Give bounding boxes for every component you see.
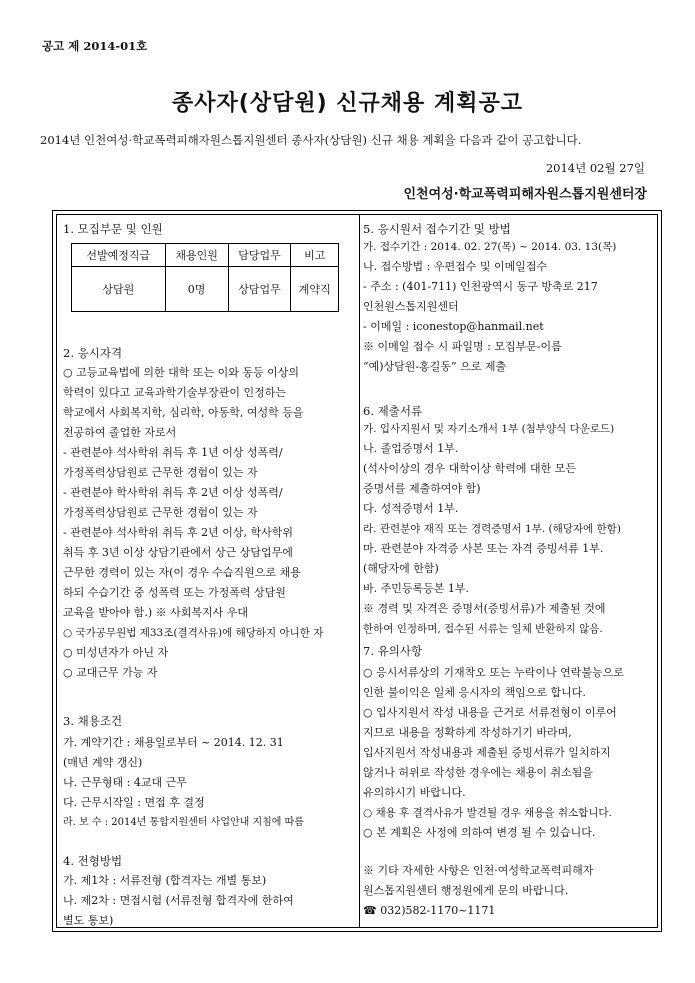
content-frame <box>52 210 662 932</box>
text-line: 별도 통보) <box>63 914 114 927</box>
notice-date: 2014년 02월 27일 <box>545 161 645 175</box>
section-title: 3. 채용조건 <box>63 714 123 728</box>
text-line: - 관련분야 석사학위 취득 후 1년 이상 성폭력/ <box>63 446 283 459</box>
section-contact <box>363 861 593 921</box>
table-header: 담당업무 <box>228 244 291 267</box>
text-line: 가. 입사지원서 및 자기소개서 1부 (첨부양식 다운로드) <box>363 423 615 435</box>
section-conditions <box>63 713 304 833</box>
text-line: 라. 보 수 : 2014년 통합지원센터 사업안내 지침에 따름 <box>63 817 304 828</box>
section-title: 4. 전형방법 <box>63 854 123 868</box>
text-line: 증명서를 제출하여야 함) <box>363 482 481 495</box>
text-line: 가. 계약기간 : 채용일로부터 ~ 2014. 12. 31 <box>63 736 284 749</box>
section-title: 6. 제출서류 <box>363 404 423 418</box>
column-divider <box>359 215 360 927</box>
text-line: 라. 관련분야 재직 또는 경력증명서 1부. (해당자에 한함) <box>363 523 621 535</box>
text-line: 다. 성적증명서 1부. <box>363 502 459 515</box>
recruitment-table <box>71 243 339 312</box>
text-line: 하되 수습기간 중 성폭력 또는 가정폭력 상담원 <box>63 586 286 599</box>
section-notes <box>363 643 624 843</box>
intro-text: 2014년 인천여성·학교폭력피해자원스톱지원센터 종사자(상담원) 신규 채용 계획을 다음과 같이 공고합니다. <box>40 133 582 147</box>
text-line: 지므로 내용을 정확하게 작성하기기 바라며, <box>363 726 572 739</box>
section-qualifications <box>63 345 323 683</box>
text-line: 나. 제2차 : 면접시험 (서류전형 합격자에 한하여 <box>63 894 294 907</box>
text-line: 한하여 인정하며, 접수된 서류는 일체 반환하지 않음. <box>363 623 603 635</box>
page-title: 종사자(상담원) 신규채용 계획공고 <box>172 91 523 116</box>
text-line: 가정폭력상담원로 근무한 경험이 있는 자 <box>63 466 258 479</box>
text-line: 않거나 허위로 작성한 경우에는 채용이 취소됨을 <box>363 766 594 779</box>
text-line: 전공하여 졸업한 자로서 <box>63 426 177 439</box>
table-cell: 0명 <box>165 267 228 312</box>
section-title: 2. 응시자격 <box>63 346 123 360</box>
text-line: 유의하시기 바랍니다. <box>363 786 466 799</box>
text-line: “예)상담원-홍길동” 으로 제출 <box>363 360 507 373</box>
text-line: - 이메일 : iconestop@hanmail.net <box>363 320 544 333</box>
text-line: 학력이 있다고 교육과학기술부장관이 인정하는 <box>63 386 287 399</box>
text-line: 취득 후 3년 이상 상담기관에서 상근 상담업무에 <box>63 546 293 559</box>
section-title: 1. 모집부문 및 인원 <box>63 222 163 236</box>
text-line: 가. 접수기간 : 2014. 02. 27(목) ~ 2014. 03. 13(목) <box>363 241 617 253</box>
text-line: ○ 고등교육법에 의한 대학 또는 이와 동등 이상의 <box>63 366 299 379</box>
table-header: 선발예정직급 <box>72 244 166 267</box>
section-title: 7. 유의사항 <box>363 644 423 658</box>
organization-signature: 인천여성·학교폭력피해자원스톱지원센터장 <box>403 187 647 202</box>
notice-number: 공고 제 2014-01호 <box>42 39 148 53</box>
text-line: - 관련분야 석사학위 취득 후 2년 이상, 학사학위 <box>63 526 293 539</box>
text-line: ○ 입사지원서 작성 내용을 근거로 서류전형이 이루어 <box>363 706 617 719</box>
text-line: - 관련분야 학사학위 취득 후 2년 이상 성폭력/ <box>63 486 283 499</box>
text-line: 가정폭력상담원로 근무한 경험이 있는 자 <box>63 506 258 519</box>
table-cell: 상담업무 <box>228 267 291 312</box>
text-line: (해당자에 한함) <box>363 562 439 575</box>
text-line: 마. 관련분야 자격증 사본 또는 자격 증빙서류 1부. <box>363 542 604 555</box>
section-recruitment <box>63 221 163 237</box>
content-inner-frame <box>56 214 658 928</box>
text-line: 나. 근무형태 : 4교대 근무 <box>63 776 187 789</box>
text-line: - 주소 : (401-711) 인천광역시 동구 방축로 217 <box>363 280 598 293</box>
text-line: 가. 제1차 : 서류전형 (합격자는 개별 통보) <box>63 874 267 887</box>
text-line: 바. 주민등록등본 1부. <box>363 582 469 595</box>
section-application <box>363 221 616 377</box>
text-line: 교육을 받아야 함.) ※ 사회복지사 우대 <box>63 606 249 619</box>
table-cell: 계약직 <box>291 267 339 312</box>
table-cell: 상담원 <box>72 267 166 312</box>
text-line: 원스톱지원센터 행정원에게 문의 바랍니다. <box>363 884 569 897</box>
text-line: ○ 미성년자가 아닌 자 <box>63 646 169 659</box>
table-header: 채용인원 <box>165 244 228 267</box>
text-line: ○ 채용 후 결격사유가 발견될 경우 채용을 취소합니다. <box>363 807 612 819</box>
text-line: (매년 계약 갱신) <box>63 756 143 769</box>
text-line: ※ 이메일 접수 시 파일명 : 모집부문-이름 <box>363 340 562 353</box>
table-header: 비고 <box>291 244 339 267</box>
text-line: ○ 교대근무 가능 자 <box>63 666 158 679</box>
text-line: ○ 응시서류상의 기재착오 또는 누락이나 연락불능으로 <box>363 666 624 679</box>
text-line: 나. 졸업증명서 1부. <box>363 442 459 455</box>
text-line: 근무한 경력이 있는 자(이 경우 수습직원으로 채용 <box>63 566 301 579</box>
text-line: 입사지원서 작성내용과 제출된 증빙서류가 일치하지 <box>363 746 611 759</box>
text-line: 다. 근무시작일 : 면접 후 결정 <box>63 796 205 809</box>
contact-phone: ☎ 032)582-1170~1171 <box>363 904 496 917</box>
section-title: 5. 응시원서 접수기간 및 방법 <box>363 222 511 236</box>
section-selection <box>63 853 294 931</box>
section-documents <box>363 403 621 639</box>
text-line: ○ 국가공무원법 제33조(결격사유)에 해당하지 아니한 자 <box>63 627 324 639</box>
text-line: 학교에서 사회복지학, 심리학, 아동학, 여성학 등을 <box>63 406 304 419</box>
text-line: ※ 경력 및 자격은 증명서(증빙서류)가 제출된 것에 <box>363 602 606 615</box>
text-line: 나. 접수방법 : 우편접수 및 이메일접수 <box>363 260 548 273</box>
text-line: 인천원스톱지원센터 <box>363 300 459 313</box>
text-line: (석사이상의 경우 대학이상 학력에 대한 모든 <box>363 462 577 475</box>
text-line: 인한 불이익은 일체 응시자의 책임으로 합니다. <box>363 686 586 699</box>
text-line: ※ 기타 자세한 사항은 인천·여성학교폭력피해자 <box>363 864 594 877</box>
text-line: ○ 본 계획은 사정에 의하여 변경 될 수 있습니다. <box>363 826 596 839</box>
